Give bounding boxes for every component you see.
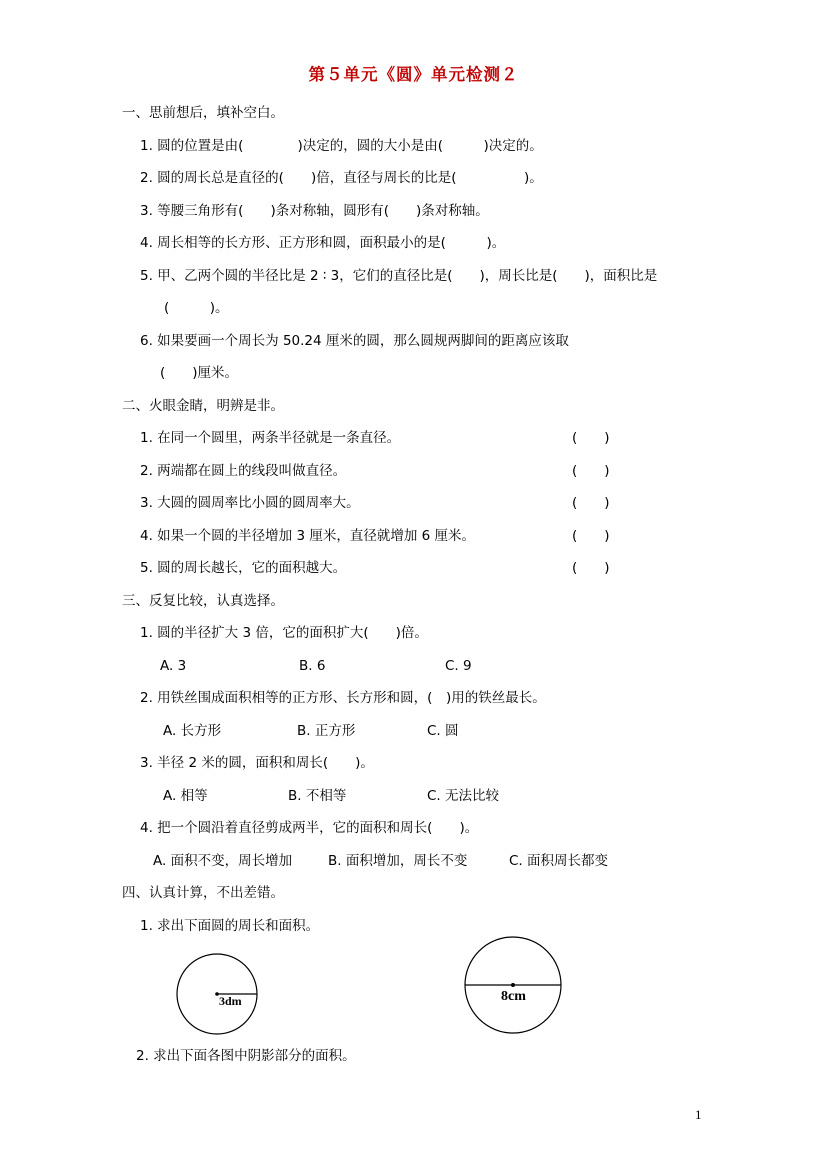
section-1-heading: 一、思前想后，填补空白。 [122, 105, 284, 121]
s3-q1-option-b: B. 6 [299, 658, 326, 674]
s3-question-4: 4. 把一个圆沿着直径剪成两半，它的面积和周长( )。 [140, 820, 479, 836]
circle-1-label: 3dm [219, 994, 242, 1008]
s1-question-6-line-1: 6. 如果要画一个周长为 50.24 厘米的圆，那么圆规两脚间的距离应该取 [140, 333, 569, 349]
page-number: 1 [695, 1107, 702, 1122]
s3-question-2: 2. 用铁丝围成面积相等的正方形、长方形和圆，( )用的铁丝最长。 [140, 690, 546, 706]
s4-question-1: 1. 求出下面圆的周长和面积。 [140, 918, 320, 934]
s2-item-2: 2. 两端都在圆上的线段叫做直径。 [140, 463, 347, 479]
s3-question-3: 3. 半径 2 米的圆，面积和周长( )。 [140, 755, 374, 771]
circle-2-center [511, 983, 515, 987]
s3-question-1: 1. 圆的半径扩大 3 倍，它的面积扩大( )倍。 [140, 625, 428, 641]
s3-q2-option-a: A. 长方形 [163, 723, 222, 739]
circle-figure-diameter [465, 937, 561, 1033]
s2-item-1-answer-paren: ( ) [572, 430, 610, 446]
s1-question-4: 4. 周长相等的长方形、正方形和圆，面积最小的是( )。 [140, 235, 506, 251]
section-3-heading: 三、反复比较，认真选择。 [122, 593, 284, 609]
s3-q4-option-c: C. 面积周长都变 [509, 853, 609, 869]
s2-item-4: 4. 如果一个圆的半径增加 3 厘米，直径就增加 6 厘米。 [140, 528, 476, 544]
page-title: 第５单元《圆》单元检测２ [308, 65, 519, 84]
circle-figure-radius [177, 954, 257, 1034]
s3-q1-option-a: A. 3 [160, 658, 187, 674]
s1-question-1: 1. 圆的位置是由( )决定的，圆的大小是由( )决定的。 [140, 138, 543, 154]
s4-question-2: 2. 求出下面各图中阴影部分的面积。 [136, 1048, 356, 1064]
s1-question-2: 2. 圆的周长总是直径的( )倍，直径与周长的比是( )。 [140, 170, 543, 186]
s2-item-3-answer-paren: ( ) [572, 495, 610, 511]
s3-q2-option-c: C. 圆 [427, 723, 459, 739]
s3-q3-option-a: A. 相等 [163, 788, 208, 804]
s2-item-5: 5. 圆的周长越长，它的面积越大。 [140, 560, 347, 576]
s3-q1-option-c: C. 9 [445, 658, 472, 674]
s2-item-1: 1. 在同一个圆里，两条半径就是一条直径。 [140, 430, 401, 446]
s3-q4-option-b: B. 面积增加，周长不变 [328, 853, 468, 869]
s2-item-4-answer-paren: ( ) [572, 528, 610, 544]
s2-item-3: 3. 大圆的圆周率比小圆的圆周率大。 [140, 495, 360, 511]
s1-question-5-line-2: ( )。 [164, 300, 229, 316]
s1-question-5-line-1: 5. 甲、乙两个圆的半径比是 2 ∶ 3，它们的直径比是( )，周长比是( )，面积比是 [140, 268, 658, 284]
section-2-heading: 二、火眼金睛，明辨是非。 [122, 398, 284, 414]
s3-q2-option-b: B. 正方形 [297, 723, 356, 739]
s3-q4-option-a: A. 面积不变，周长增加 [153, 853, 293, 869]
circle-2-label: 8cm [501, 989, 526, 1004]
s2-item-2-answer-paren: ( ) [572, 463, 610, 479]
s1-question-3: 3. 等腰三角形有( )条对称轴，圆形有( )条对称轴。 [140, 203, 489, 219]
s3-q3-option-c: C. 无法比较 [427, 788, 500, 804]
section-4-heading: 四、认真计算，不出差错。 [122, 885, 284, 901]
s3-q3-option-b: B. 不相等 [288, 788, 347, 804]
s2-item-5-answer-paren: ( ) [572, 560, 610, 576]
s1-question-6-line-2: ( )厘米。 [160, 365, 239, 381]
